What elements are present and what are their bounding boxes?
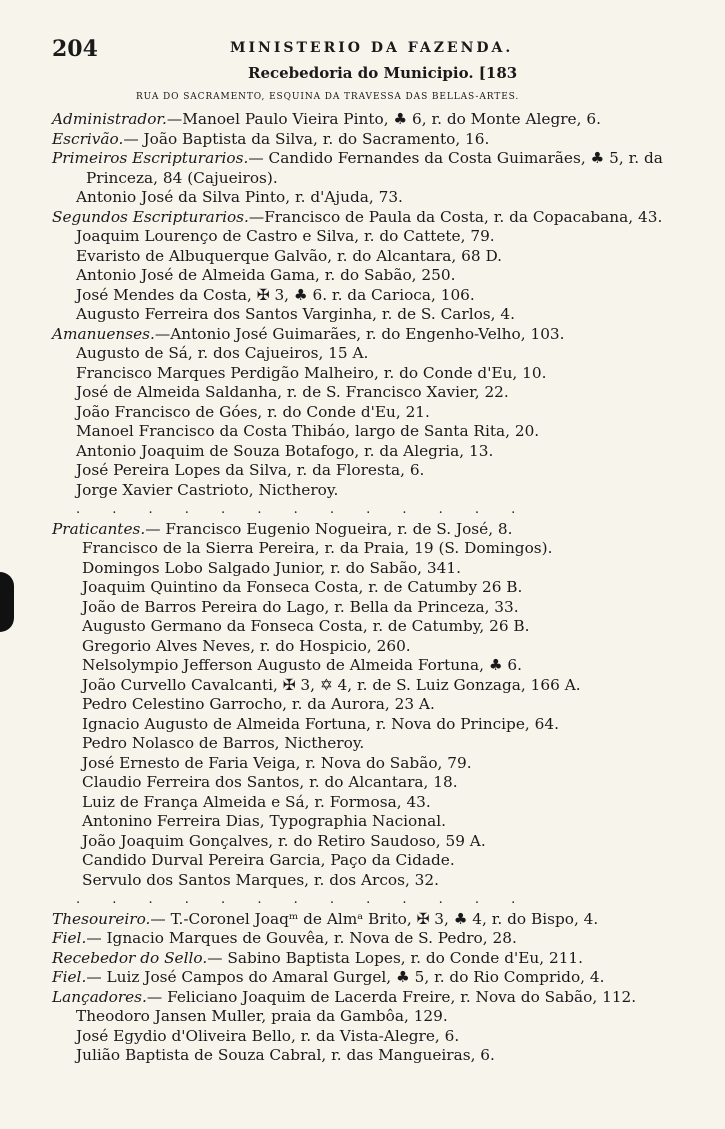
page (52, 36, 692, 1066)
dot-leader: . . . . . . . . . . . . . (76, 502, 530, 517)
list-item (52, 130, 692, 150)
address-line: RUA DO SACRAMENTO, ESQUINA DA TRAVESSA DAS BELLAS-ARTES. (136, 92, 520, 102)
entry-text: —Antonio José Guimarães, r. do Engenho-Velho, 103. (154, 324, 565, 343)
list-item (52, 344, 692, 364)
list-item (52, 422, 692, 442)
list-item (52, 949, 692, 969)
list-item (52, 851, 692, 871)
list-item (52, 968, 692, 988)
list-item (52, 812, 692, 832)
entry-text: — Luiz José Campos do Amaral Gurgel, ♣ 5, r. do Rio Comprido, 4. (86, 968, 605, 986)
entry-text: Augusto Germano da Fonseca Costa, r. de Catumby, 26 B. (82, 617, 530, 635)
page-number: 204 (52, 36, 98, 62)
entry-text: Augusto de Sá, r. dos Cajueiros, 15 A. (76, 344, 369, 362)
list-item (52, 461, 692, 481)
entry-text: João Francisco de Góes, r. do Conde d'Eu, 21. (76, 402, 430, 421)
list-item (52, 637, 692, 657)
entry-text: José Ernesto de Faria Veiga, r. Nova do Sabão, 79. (82, 753, 472, 772)
role-label: Praticantes. (52, 519, 146, 538)
list-item (52, 227, 692, 247)
entry-text: Servulo dos Santos Marques, r. dos Arcos, 32. (82, 870, 440, 889)
entry-text: Gregorio Alves Neves, r. do Hospicio, 260. (82, 636, 411, 655)
entry-text: — Ignacio Marques de Gouvêa, r. Nova de S. Pedro, 28. (86, 929, 517, 947)
list-item (52, 559, 692, 579)
list-item (52, 539, 692, 559)
list-item (52, 929, 692, 949)
list-item (52, 364, 692, 384)
list-item (52, 1007, 692, 1027)
list-item (52, 676, 692, 696)
entry-text: Pedro Celestino Garrocho, r. da Aurora, 23 A. (82, 695, 435, 713)
list-item (52, 734, 692, 754)
entry-text: José Pereira Lopes da Silva, r. da Floresta, 6. (76, 461, 425, 479)
list-item (52, 773, 692, 793)
list-item (52, 578, 692, 598)
entry-text: João de Barros Pereira do Lago, r. Bella da Princeza, 33. (82, 597, 519, 616)
entry-text: — Sabino Baptista Lopes, r. do Conde d'Eu, 211. (207, 948, 584, 967)
entry-text: José de Almeida Saldanha, r. de S. Francisco Xavier, 22. (76, 383, 509, 401)
list-item (52, 1027, 692, 1047)
running-title: MINISTERIO DA FAZENDA. (230, 40, 514, 56)
entry-text: Domingos Lobo Salgado Junior, r. do Sabão, 341. (82, 558, 461, 577)
entry-text: — Candido Fernandes da Costa Guimarães, ♣ 5, r. da (248, 149, 663, 167)
entry-text: Pedro Nolasco de Barros, Nictheroy. (82, 734, 365, 752)
entry-text: — Feliciano Joaquim de Lacerda Freire, r. Nova do Sabão, 112. (146, 987, 637, 1006)
list-item (52, 754, 692, 774)
list-item (52, 149, 692, 169)
list-item (52, 617, 692, 637)
entry-text: João Curvello Cavalcanti, ✠ 3, ✡ 4, r. de S. Luiz Gonzaga, 166 A. (82, 675, 581, 694)
entry-text: Claudio Ferreira dos Santos, r. do Alcantara, 18. (82, 773, 458, 791)
entry-text: —Francisco de Paula da Costa, r. da Copacabana, 43. (248, 207, 663, 226)
entry-text: Augusto Ferreira dos Santos Varginha, r. de S. Carlos, 4. (76, 305, 515, 323)
list-item (52, 598, 692, 618)
list-item (52, 110, 692, 130)
list-item (52, 656, 692, 676)
entry-text: Julião Baptista de Souza Cabral, r. das Mangueiras, 6. (76, 1046, 495, 1064)
role-label: Amanuenses. (52, 324, 155, 343)
list-item (52, 383, 692, 403)
entry-text: Antonio José de Almeida Gama, r. do Sabão, 250. (76, 266, 456, 284)
list-item (52, 481, 692, 501)
entry-text: — T.-Coronel Joaqᵐ de Almᵃ Brito, ✠ 3, ♣ 4, r. do Bispo, 4. (150, 909, 599, 928)
entry-text: João Joaquim Gonçalves, r. do Retiro Saudoso, 59 A. (82, 831, 486, 850)
entry-text: —Manoel Paulo Vieira Pinto, ♣ 6, r. do Monte Alegre, 6. (166, 110, 601, 128)
list-item (52, 403, 692, 423)
entry-text: Jorge Xavier Castrioto, Nictheroy. (76, 480, 339, 499)
role-label: Recebedor do Sello. (52, 948, 208, 967)
role-label: Lançadores. (52, 987, 147, 1006)
entry-text: Antonino Ferreira Dias, Typographia Nacional. (82, 812, 446, 830)
entry-text: Luiz de França Almeida e Sá, r. Formosa, 43. (82, 792, 431, 811)
role-label: Segundos Escripturarios. (52, 207, 249, 226)
list-item (52, 266, 692, 286)
list-item (52, 832, 692, 852)
entries-list (52, 110, 692, 1066)
role-label: Administrador. (52, 110, 167, 128)
list-item (52, 1046, 692, 1066)
list-item (52, 286, 692, 306)
list-item (52, 188, 692, 208)
list-item (52, 715, 692, 735)
entry-text: José Egydio d'Oliveira Bello, r. da Vista-Alegre, 6. (76, 1026, 460, 1045)
entry-text: — Francisco Eugenio Nogueira, r. de S. José, 8. (145, 519, 513, 538)
entry-text: Antonio Joaquim de Souza Botafogo, r. da Alegria, 13. (76, 441, 494, 460)
entry-text: Francisco Marques Perdigão Malheiro, r. do Conde d'Eu, 10. (76, 363, 547, 382)
role-label: Primeiros Escripturarios. (52, 149, 249, 167)
role-label: Escrivão. (52, 129, 124, 148)
binding-mark (0, 572, 14, 632)
entry-text: Joaquim Quintino da Fonseca Costa, r. de Catumby 26 B. (82, 578, 523, 596)
list-item (52, 988, 692, 1008)
list-item (52, 247, 692, 267)
entry-text: Manoel Francisco da Costa Thibáo, largo de Santa Rita, 20. (76, 422, 540, 440)
dot-leader: . . . . . . . . . . . . . (76, 892, 530, 907)
entry-text: José Mendes da Costa, ✠ 3, ♣ 6. r. da Carioca, 106. (76, 285, 475, 304)
entry-text: — João Baptista da Silva, r. do Sacramento, 16. (123, 129, 490, 148)
entry-text: Nelsolympio Jefferson Augusto de Almeida Fortuna, ♣ 6. (82, 656, 523, 674)
section-title: Recebedoria do Municipio. [183 (248, 64, 518, 82)
entry-text: Antonio José da Silva Pinto, r. d'Ajuda, 73. (76, 188, 403, 206)
entry-text: Ignacio Augusto de Almeida Fortuna, r. Nova do Principe, 64. (82, 714, 559, 733)
list-item (52, 793, 692, 813)
entry-text: Joaquim Lourenço de Castro e Silva, r. do Cattete, 79. (76, 227, 495, 245)
entry-text: Candido Durval Pereira Garcia, Paço da Cidade. (82, 851, 455, 869)
list-item (52, 695, 692, 715)
entry-text: Francisco de la Sierra Pereira, r. da Praia, 19 (S. Domingos). (82, 539, 553, 557)
entry-text: Princeza, 84 (Cajueiros). (86, 168, 278, 187)
entry-text: Theodoro Jansen Muller, praia da Gambôa, 129. (76, 1007, 448, 1025)
list-item (52, 169, 692, 189)
list-item (52, 305, 692, 325)
role-label: Thesoureiro. (52, 909, 151, 928)
role-label: Fiel. (52, 968, 87, 986)
page-header (52, 36, 692, 60)
list-item (52, 442, 692, 462)
role-label: Fiel. (52, 929, 87, 947)
list-item (52, 208, 692, 228)
entry-text: Evaristo de Albuquerque Galvão, r. do Alcantara, 68 D. (76, 246, 503, 265)
list-item (52, 871, 692, 891)
list-item (52, 910, 692, 930)
list-item (52, 520, 692, 540)
list-item (52, 325, 692, 345)
